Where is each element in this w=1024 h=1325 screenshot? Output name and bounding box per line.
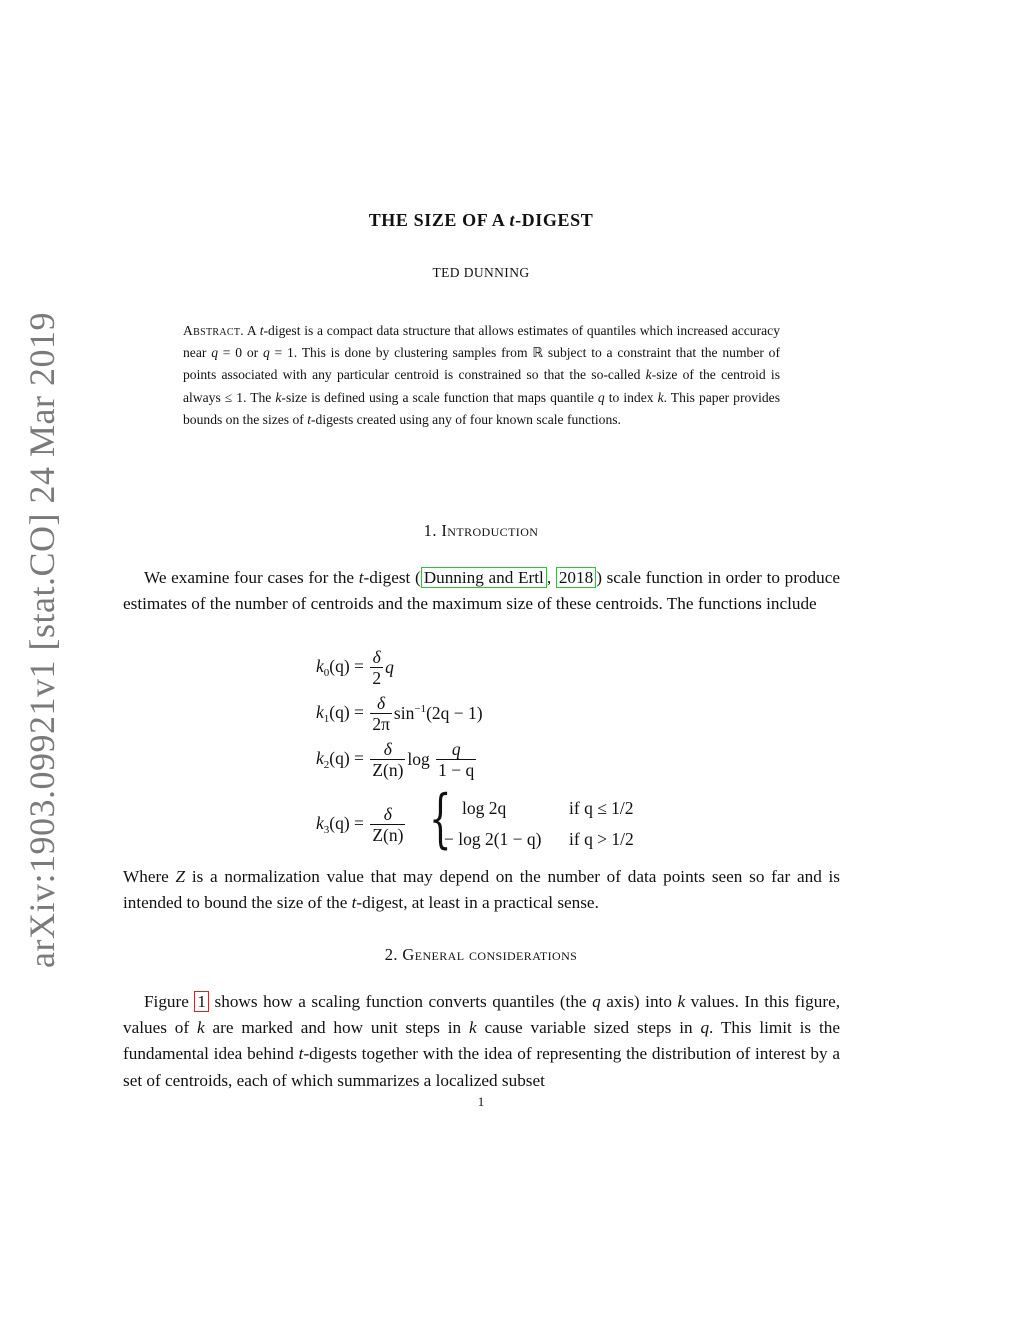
abstract: Abstract. A t-digest is a compact data structure that allows estimates of quantiles which increased accuracy near q = 0 or q = 1. This is done by clustering samples from ℝ subject to a constraint that the number of points associated with any particular centroid is constrained so that the so-called k-size of the centroid is always ≤ 1. The k-size is defined using a scale function that maps quantile q to index k. This paper provides bounds on the sizes of t-digests created using any of four known scale functions.	[183, 323, 780, 427]
case-2-expression: − log 2(1 − q)	[444, 829, 542, 849]
citation-link-year[interactable]: 2018	[556, 567, 596, 588]
citation-link-authors[interactable]: Dunning and Ertl	[421, 567, 547, 588]
case-2-condition: if q > 1/2	[569, 829, 634, 849]
intro-paragraph: We examine four cases for the t-digest ( Dunning and Ertl , 2018 ) scale function in order to produce estimates of the number of centroids and the maximum size of these centroids. The functions include	[123, 568, 840, 614]
case-1-expression: log 2q	[462, 798, 507, 818]
equation-k3: $k_3(q)$ = $\frac{\delta}{Z(n)}$	[316, 804, 404, 845]
general-considerations-paragraph: Figure 1 shows how a scaling function converts quantiles (the q axis) into k values. In this figure, values of k are marked and how unit steps in k cause variable sized steps in q. This limit is the fundamental idea behind t-digests together with the idea of representing the distribution of interest by a set of centroids, each of which summarizes a localized subset	[123, 992, 841, 1090]
normalization-paragraph: Where Z is a normalization value that may depend on the number of data points seen so far and is intended to bound the size of the t-digest, at least in a practical sense.	[123, 867, 840, 913]
figure-reference-link[interactable]: 1	[194, 991, 209, 1012]
page-number: 1	[477, 1094, 485, 1109]
case-1-condition: if q ≤ 1/2	[569, 798, 634, 818]
paper-title: THE SIZE OF A t-DIGEST	[368, 210, 594, 230]
equation-k0: $k_0(q)$ = $\frac{\delta}{2}$ q	[316, 647, 394, 688]
equation-k2: $k_2(q)$ = $\frac{\delta}{Z(n)}$ log $\frac{q}{1 - q}$	[316, 739, 475, 780]
cases-brace: {	[429, 782, 452, 856]
section-heading-general-considerations: 2. General considerations	[384, 945, 578, 964]
equation-k1: $k_1(q)$ = $\frac{\delta}{2\pi}$ $\sin^{-1}(2q - 1)$	[316, 693, 483, 734]
section-heading-introduction: 1. Introduction	[423, 521, 539, 540]
author-name: TED DUNNING	[432, 265, 530, 280]
abstract-label: Abstract.	[183, 323, 244, 338]
arxiv-identifier-stamp: arXiv:1903.09921v1 [stat.CO] 24 Mar 2019	[22, 312, 62, 968]
